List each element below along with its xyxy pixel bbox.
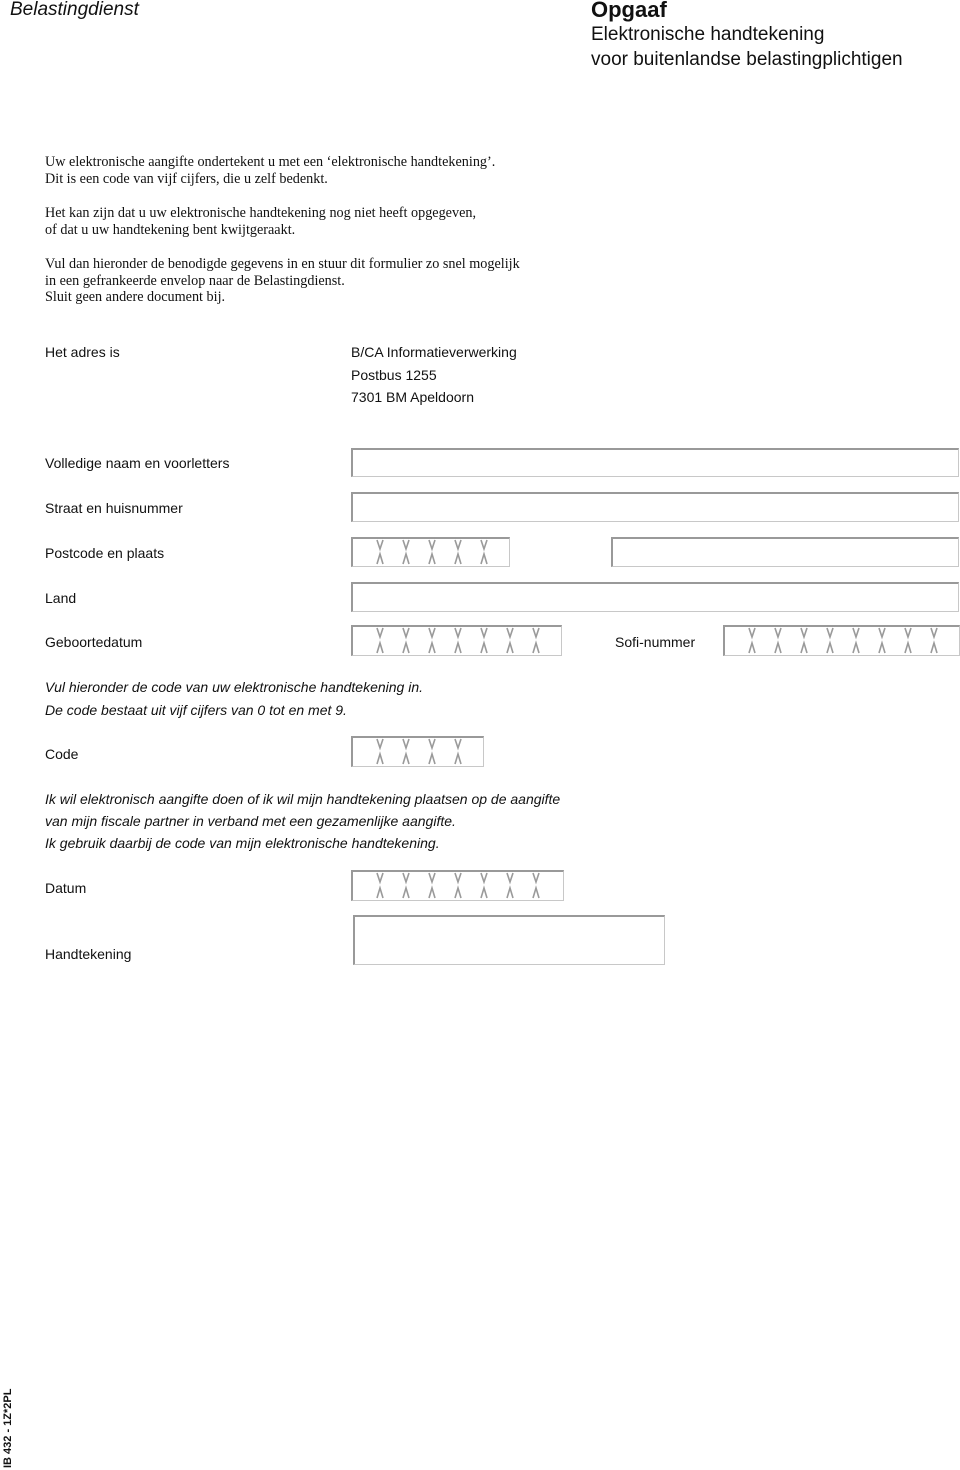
- cell-marker-top: [377, 873, 383, 882]
- intro-text: in een gefrankeerde envelop naar de Belastingdienst.: [45, 272, 345, 289]
- intro-paragraph-2: [45, 205, 605, 238]
- cell-marker-top: [429, 873, 435, 882]
- cell-marker-bottom: [429, 754, 435, 764]
- code-label: Code: [45, 746, 79, 762]
- cell-marker-bottom: [827, 643, 833, 653]
- cell-marker-bottom: [905, 643, 911, 653]
- cell-marker-bottom: [403, 554, 409, 564]
- cell-marker-top: [507, 873, 513, 882]
- country-label: Land: [45, 590, 77, 606]
- cell-marker-top: [377, 540, 383, 549]
- country-field[interactable]: [351, 582, 959, 612]
- cell-marker-top: [481, 628, 487, 637]
- cell-marker-bottom: [879, 643, 885, 653]
- cell-marker-top: [403, 540, 409, 549]
- cell-marker-top: [429, 739, 435, 748]
- signature-label: Handtekening: [45, 946, 132, 962]
- cell-marker-top: [403, 873, 409, 882]
- street-label: Straat en huisnummer: [45, 500, 183, 516]
- cell-marker-top: [455, 873, 461, 882]
- cell-marker-bottom: [481, 888, 487, 898]
- cell-marker-top: [377, 628, 383, 637]
- cell-marker-top: [455, 628, 461, 637]
- cell-marker-top: [801, 628, 807, 637]
- cell-marker-top: [455, 739, 461, 748]
- cell-marker-top: [853, 628, 859, 637]
- cell-marker-top: [749, 628, 755, 637]
- cell-marker-top: [905, 628, 911, 637]
- cell-marker-bottom: [775, 643, 781, 653]
- address-line-2: Postbus 1255: [351, 367, 437, 383]
- cell-marker-bottom: [377, 888, 383, 898]
- intro-text: of dat u uw handtekening bent kwijtgeraakt.: [45, 221, 296, 238]
- cell-marker-bottom: [507, 888, 513, 898]
- cell-marker-top: [879, 628, 885, 637]
- street-field[interactable]: [351, 492, 959, 522]
- postcode-label: Postcode en plaats: [45, 545, 165, 561]
- postcode-field[interactable]: [351, 537, 510, 567]
- cell-marker-top: [931, 628, 937, 637]
- address-line-1: B/CA Informatieverwerking: [351, 344, 517, 360]
- partner-text-2: van mijn fiscale partner in verband met een gezamenlijke aangifte.: [45, 813, 456, 829]
- cell-marker-bottom: [455, 643, 461, 653]
- code-instruction-2: De code bestaat uit vijf cijfers van 0 tot en met 9.: [45, 702, 347, 718]
- cell-marker-top: [403, 628, 409, 637]
- cell-marker-bottom: [377, 754, 383, 764]
- cell-marker-bottom: [377, 643, 383, 653]
- intro-paragraph-3: [45, 256, 605, 306]
- cell-marker-top: [775, 628, 781, 637]
- intro-text: Dit is een code van vijf cijfers, die u zelf bedenkt.: [45, 170, 328, 187]
- cell-marker-top: [403, 739, 409, 748]
- address-label: Het adres is: [45, 344, 120, 360]
- cell-marker-bottom: [455, 554, 461, 564]
- form-title: Opgaaf: [591, 0, 667, 22]
- cell-marker-bottom: [403, 754, 409, 764]
- birthdate-field[interactable]: [351, 625, 562, 656]
- name-label: Volledige naam en voorletters: [45, 455, 230, 471]
- form-subtitle-1: Elektronische handtekening: [591, 24, 825, 45]
- form-header: [591, 0, 903, 72]
- cell-marker-bottom: [377, 554, 383, 564]
- sofi-field[interactable]: [723, 625, 960, 656]
- cell-marker-bottom: [853, 643, 859, 653]
- cell-marker-top: [481, 873, 487, 882]
- cell-marker-bottom: [749, 643, 755, 653]
- cell-marker-top: [377, 739, 383, 748]
- form-subtitle-2: voor buitenlandse belastingplichtigen: [591, 49, 903, 70]
- cell-marker-top: [455, 540, 461, 549]
- cell-marker-top: [507, 628, 513, 637]
- intro-text: Het kan zijn dat u uw elektronische handtekening nog niet heeft opgegeven,: [45, 205, 477, 221]
- cell-marker-top: [533, 628, 539, 637]
- intro-paragraph-1: [45, 154, 605, 187]
- cell-marker-bottom: [801, 643, 807, 653]
- cell-marker-bottom: [429, 888, 435, 898]
- birthdate-label: Geboortedatum: [45, 634, 143, 650]
- logo: Belastingdienst: [10, 0, 139, 20]
- partner-text-3: Ik gebruik daarbij de code van mijn elektronische handtekening.: [45, 835, 440, 851]
- cell-marker-bottom: [455, 888, 461, 898]
- cell-marker-bottom: [403, 888, 409, 898]
- intro-text: Vul dan hieronder de benodigde gegevens in en stuur dit formulier zo snel mogelijk: [45, 256, 520, 272]
- cell-marker-bottom: [403, 643, 409, 653]
- cell-marker-bottom: [481, 554, 487, 564]
- cell-marker-bottom: [931, 643, 937, 653]
- code-instruction-1: Vul hieronder de code van uw elektronische handtekening in.: [45, 679, 423, 695]
- cell-marker-bottom: [481, 643, 487, 653]
- cell-marker-bottom: [429, 643, 435, 653]
- code-field[interactable]: [351, 736, 484, 767]
- cell-marker-top: [481, 540, 487, 549]
- signature-field[interactable]: [353, 915, 665, 965]
- cell-marker-top: [429, 540, 435, 549]
- cell-marker-bottom: [507, 643, 513, 653]
- date-label: Datum: [45, 880, 87, 896]
- cell-marker-bottom: [533, 888, 539, 898]
- cell-marker-top: [827, 628, 833, 637]
- date-field[interactable]: [351, 870, 564, 901]
- intro-text: Sluit geen andere document bij.: [45, 289, 226, 305]
- cell-marker-bottom: [429, 554, 435, 564]
- cell-marker-top: [429, 628, 435, 637]
- cell-marker-bottom: [533, 643, 539, 653]
- cell-marker-top: [533, 873, 539, 882]
- city-field[interactable]: [611, 537, 959, 567]
- name-field[interactable]: [351, 448, 959, 477]
- intro-text: Uw elektronische aangifte ondertekent u met een ‘elektronische handtekening’.: [45, 154, 496, 170]
- sofi-label: Sofi-nummer: [615, 634, 696, 650]
- cell-marker-bottom: [455, 754, 461, 764]
- partner-text-1: Ik wil elektronisch aangifte doen of ik wil mijn handtekening plaatsen op de aangifte: [45, 791, 561, 807]
- form-code: IB 432 - 1Z*2PL: [2, 1388, 14, 1468]
- address-line-3: 7301 BM Apeldoorn: [351, 389, 474, 405]
